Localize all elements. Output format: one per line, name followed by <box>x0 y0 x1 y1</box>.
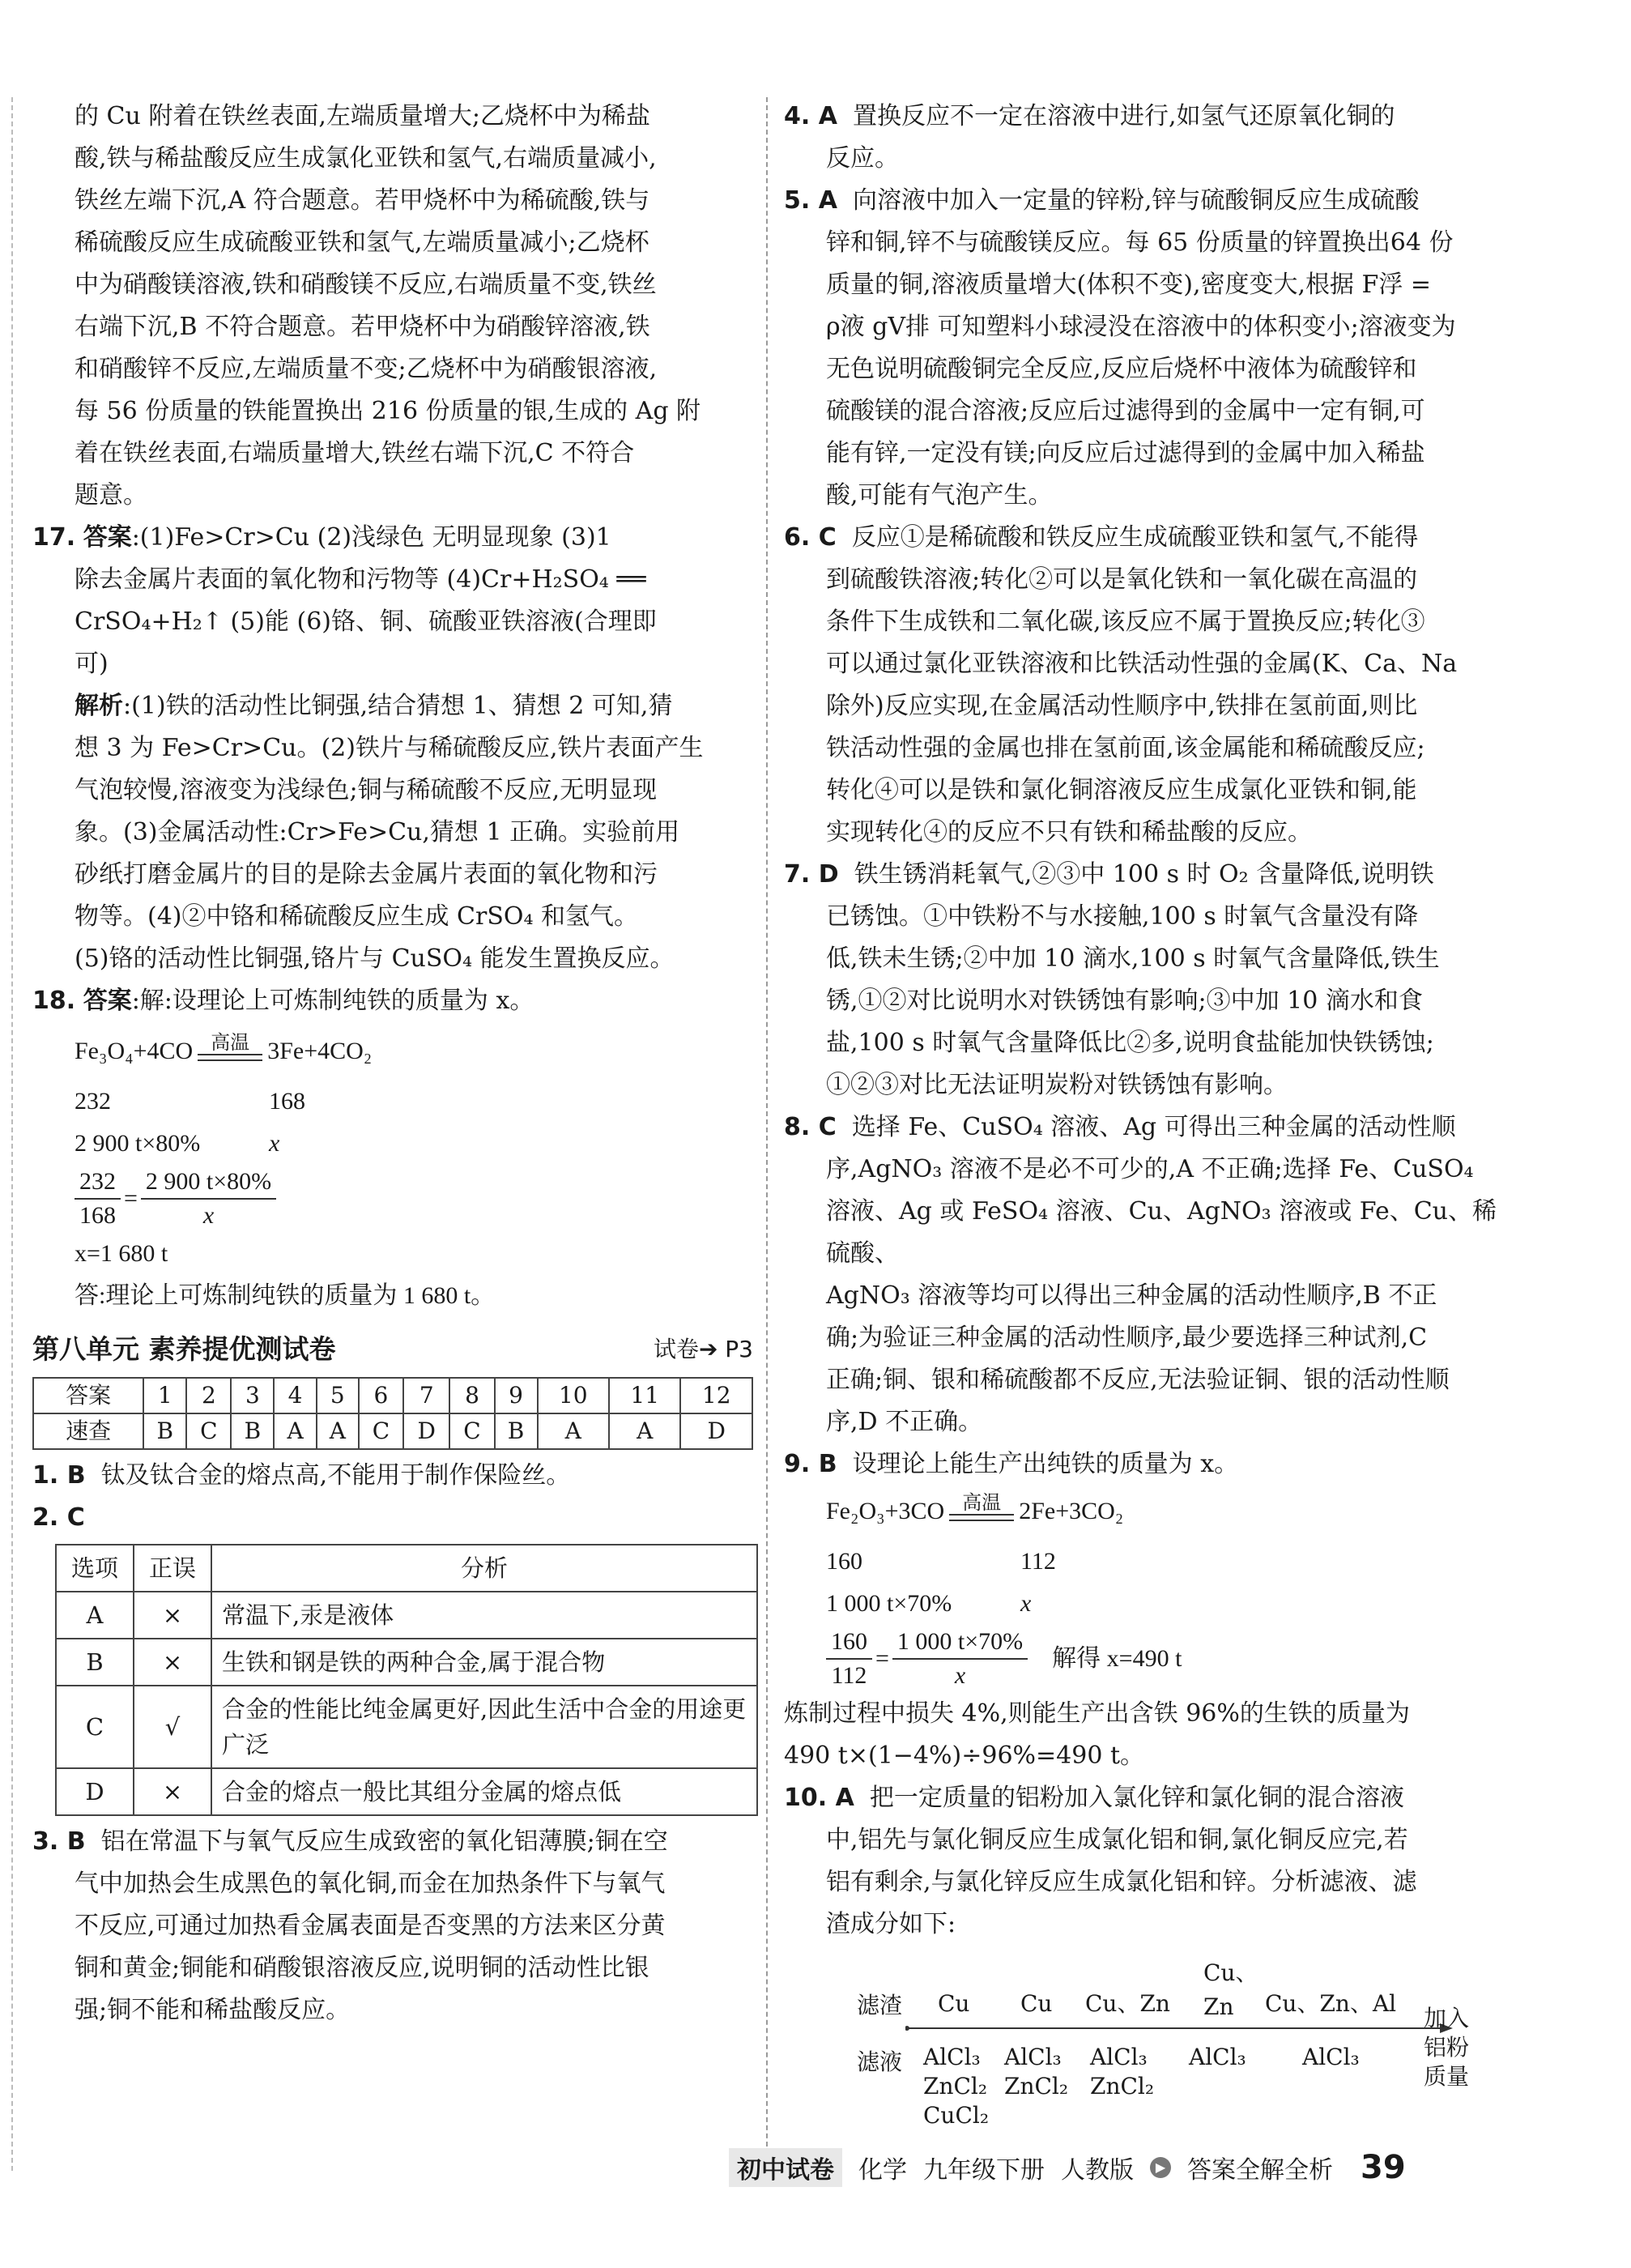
option-cell: B <box>56 1639 134 1686</box>
q17-block <box>32 517 753 980</box>
text-line: 酸,可能有气泡产生。 <box>826 481 1053 509</box>
filtrate-item: AlCl₃ <box>1189 2044 1246 2070</box>
question-number: 6. C <box>784 523 837 552</box>
unit-header <box>32 1328 753 1371</box>
residue-item: Cu、 <box>1203 1959 1258 1986</box>
axis-label: 加入 <box>1424 2005 1470 2031</box>
conclusion: 答:理论上可炼制纯铁的质量为 1 680 t。 <box>75 1282 496 1309</box>
page-footer <box>729 2148 1406 2187</box>
question-no: 10 <box>538 1378 609 1413</box>
question-no: 12 <box>680 1378 752 1413</box>
text-line: 除去金属片表面的氧化物和污物等 (4)Cr+H₂SO₄ ══ <box>75 565 646 594</box>
solution: 解得 x=490 t <box>1052 1645 1182 1672</box>
text-line: 象。(3)金属活动性:Cr>Fe>Cu,猜想 1 正确。实验前用 <box>75 818 680 846</box>
text-line: :(1)Fe>Cr>Cu (2)浅绿色 无明显现象 (3)1 <box>131 523 611 552</box>
text-line: 质量的铜,溶液质量增大(体积不变),密度变大,根据 F浮 = <box>826 271 1432 299</box>
question-number: 8. C <box>784 1113 837 1141</box>
analysis-cell: 生铁和钢是铁的两种合金,属于混合物 <box>211 1639 757 1686</box>
filtrate-item: AlCl₃ <box>1090 2044 1148 2070</box>
table-header: 选项 <box>56 1545 134 1592</box>
q6-block <box>784 517 1497 854</box>
table-row <box>56 1768 757 1815</box>
text-line: 砂纸打磨金属片的目的是除去金属片表面的氧化物和污 <box>75 860 658 889</box>
q5-block <box>784 180 1497 517</box>
page-number: 39 <box>1361 2149 1406 2186</box>
unknown: x <box>269 1130 280 1157</box>
q16-continuation <box>32 96 753 517</box>
answer-key: D <box>680 1413 752 1449</box>
text-line: 转化④可以是铁和氯化铜溶液反应生成氯化亚铁和铜,能 <box>826 776 1417 804</box>
question-number: 2. C <box>32 1503 85 1532</box>
q9-calculation: Fe₂O₃+3CO 高温 2Fe+3CO₂ 160 112 1 000 t×70% x $\frac{160}{112}$ = $\frac{1 000 t\times 70\%}{x}$ 解得 x=490 t <box>784 1490 1497 1693</box>
text-line: AgNO₃ 溶液等均可以得出三种金属的活动性顺序,B 不正 <box>826 1281 1437 1310</box>
q7-block <box>784 854 1497 1106</box>
filtrate-item: CuCl₂ <box>923 2102 990 2129</box>
axis-arrow <box>905 2020 1456 2036</box>
text-line: 酸,铁与稀盐酸反应生成氯化亚铁和氢气,右端质量减小, <box>75 144 657 173</box>
molar-mass: 232 <box>75 1088 111 1115</box>
answer-key: D <box>403 1413 449 1449</box>
text-line: 设理论上能生产出纯铁的质量为 x。 <box>852 1450 1239 1478</box>
right-column <box>784 96 1497 2132</box>
question-number: 3. B <box>32 1827 86 1856</box>
explain-label: 解析 <box>75 692 123 720</box>
ratio-fraction: $\frac{1 000 t\times 70\%}{x}$ <box>892 1626 1028 1692</box>
question-no: 3 <box>231 1378 274 1413</box>
q18-calculation: Fe₃O₄+4CO 高温 3Fe+4CO₂ 232 168 2 900 t×80% x $\frac{232}{168}$ = $\frac{2 900 t\times 80\%}{x}$ x=1 680 t 答:理论上可炼制纯铁的质量为 1 680 t。 <box>32 1030 753 1317</box>
option-cell: A <box>56 1592 134 1639</box>
text-line: 铝在常温下与氧气反应生成致密的氧化铝薄膜;铜在空 <box>100 1827 668 1856</box>
filtrate-item: AlCl₃ <box>1302 2044 1360 2070</box>
text-line: 确;为验证三种金属的活动性顺序,最少要选择三种试剂,C <box>826 1324 1428 1352</box>
brand-label: 初中试卷 <box>729 2148 842 2187</box>
residue-item: Cu、Zn <box>1085 1990 1170 2017</box>
residue-label: 滤渣 <box>857 1992 903 2019</box>
text-line: 序,D 不正确。 <box>826 1408 983 1436</box>
question-no: 8 <box>449 1378 494 1413</box>
text-line: 物等。(4)②中铬和稀硫酸反应生成 CrSO₄ 和氢气。 <box>75 902 639 931</box>
answer-label: 答案 <box>83 523 132 552</box>
residue-item: Cu <box>938 1990 970 2017</box>
text-line: 不反应,可通过加热看金属表面是否变黑的方法来区分黄 <box>75 1912 666 1940</box>
text-line: 题意。 <box>75 481 147 509</box>
molar-mass: 112 <box>1020 1548 1056 1575</box>
text-line: 气中加热会生成黑色的氧化铜,而金在加热条件下与氧气 <box>75 1869 666 1898</box>
text-line: 到硫酸铁溶液;转化②可以是氧化铁和一氧化碳在高温的 <box>826 565 1418 594</box>
reaction-arrow: 高温 <box>949 1493 1014 1533</box>
equation-left: Fe₂O₃+3CO <box>826 1498 945 1524</box>
binding-cut-line <box>11 97 13 2171</box>
residue-filtrate-diagram <box>784 1954 1497 2132</box>
text-line: 着在铁丝表面,右端质量增大,铁丝右端下沉,C 不符合 <box>75 439 635 467</box>
given-mass: 2 900 t×80% <box>75 1130 201 1157</box>
ratio-fraction: $\frac{160}{112}$ <box>826 1626 872 1692</box>
ratio-fraction: $\frac{2 900 t\times 80\%}{x}$ <box>141 1166 276 1232</box>
q9-block <box>784 1443 1497 1777</box>
text-line: 可) <box>75 650 109 678</box>
question-no: 2 <box>186 1378 231 1413</box>
question-number: 1. B <box>32 1461 86 1490</box>
text-line: 强;铜不能和稀盐酸反应。 <box>75 1996 351 2024</box>
table-header: 分析 <box>211 1545 757 1592</box>
option-cell: C <box>56 1686 134 1768</box>
q8-block <box>784 1106 1497 1443</box>
q10-block <box>784 1777 1497 2132</box>
text-line: ①②③对比无法证明炭粉对铁锈蚀有影响。 <box>826 1071 1288 1099</box>
equation-right: 3Fe+4CO₂ <box>267 1038 373 1064</box>
answer-key: A <box>609 1413 680 1449</box>
text-line: 右端下沉,B 不符合题意。若甲烧杯中为硝酸锌溶液,铁 <box>75 313 650 341</box>
text-line: 序,AgNO₃ 溶液不是必不可少的,A 不正确;选择 Fe、CuSO₄ <box>826 1155 1474 1183</box>
question-number: 10. A <box>784 1784 854 1812</box>
text-line: 钛及钛合金的熔点高,不能用于制作保险丝。 <box>100 1461 571 1490</box>
row-label: 速查 <box>33 1413 143 1449</box>
table-row <box>56 1686 757 1768</box>
q18-block <box>32 980 753 1317</box>
text-line: 盐,100 s 时氧气含量降低比②多,说明食盐能加快铁锈蚀; <box>826 1029 1434 1057</box>
text-line: 铝有剩余,与氯化锌反应生成氯化铝和锌。分析滤液、滤 <box>826 1868 1417 1896</box>
text-line: 炼制过程中损失 4%,则能生产出含铁 96%的生铁的质量为 <box>784 1699 1410 1728</box>
axis-label: 质量 <box>1424 2063 1470 2090</box>
text-line: 490 t×(1−4%)÷96%=490 t。 <box>784 1742 1145 1770</box>
table-header: 正误 <box>134 1545 211 1592</box>
mark-cell: × <box>134 1639 211 1686</box>
text-line: 渣成分如下: <box>826 1910 956 1938</box>
text-line: 气泡较慢,溶液变为浅绿色;铜与稀硫酸不反应,无明显现 <box>75 776 658 804</box>
column-divider <box>766 97 768 2171</box>
result: x=1 680 t <box>75 1240 168 1267</box>
answer-key: B <box>495 1413 538 1449</box>
text-line: 已锈蚀。①中铁粉不与水接触,100 s 时氧气含量没有降 <box>826 902 1419 931</box>
text-line: 可以通过氯化亚铁溶液和比铁活动性强的金属(K、Ca、Na <box>826 650 1458 678</box>
text-line: 反应①是稀硫酸和铁反应生成硫酸亚铁和氢气,不能得 <box>851 523 1419 552</box>
residue-item: Zn <box>1203 1993 1234 2020</box>
text-line: 中,铝先与氯化铜反应生成氯化铝和铜,氯化铜反应完,若 <box>826 1826 1408 1854</box>
text-line: 正确;铜、银和稀硫酸都不反应,无法验证铜、银的活动性顺 <box>826 1366 1450 1394</box>
text-line: 铜和黄金;铜能和硝酸银溶液反应,说明铜的活动性比银 <box>75 1954 649 1982</box>
answer-key: C <box>186 1413 231 1449</box>
filtrate-item: ZnCl₂ <box>1004 2073 1069 2100</box>
text-line: 每 56 份质量的铁能置换出 216 份质量的银,生成的 Ag 附 <box>75 397 701 425</box>
text-line: 铁生锈消耗氧气,②③中 100 s 时 O₂ 含量降低,说明铁 <box>854 860 1434 889</box>
filtrate-label: 滤液 <box>857 2048 903 2075</box>
answer-key: C <box>449 1413 494 1449</box>
q4-block <box>784 96 1497 180</box>
text-line: 向溶液中加入一定量的锌粉,锌与硫酸铜反应生成硫酸 <box>853 186 1420 215</box>
filtrate-item: AlCl₃ <box>1004 2044 1062 2070</box>
answer-key: A <box>538 1413 609 1449</box>
molar-mass: 160 <box>826 1548 862 1575</box>
question-no: 6 <box>359 1378 403 1413</box>
text-line: (5)铬的活动性比铜强,铬片与 CuSO₄ 能发生置换反应。 <box>75 944 675 973</box>
question-no: 4 <box>274 1378 316 1413</box>
answer-key: A <box>274 1413 316 1449</box>
answer-quick-table <box>32 1377 753 1450</box>
text-line: ρ液 gV排 可知塑料小球浸没在溶液中的体积变小;溶液变为 <box>826 313 1456 341</box>
grade: 九年级下册 <box>923 2156 1045 2185</box>
answer-key: B <box>231 1413 274 1449</box>
play-icon: ▶ <box>1150 2157 1171 2178</box>
text-line: 无色说明硫酸铜完全反应,反应后烧杯中液体为硫酸锌和 <box>826 355 1417 383</box>
text-line: 锈,①②对比说明水对铁锈蚀有影响;③中加 10 滴水和食 <box>826 987 1423 1015</box>
text-line: 铁活动性强的金属也排在氢前面,该金属能和稀硫酸反应; <box>826 734 1425 762</box>
table-row <box>56 1592 757 1639</box>
axis-label: 铝粉 <box>1424 2034 1470 2061</box>
text-line: 和硝酸锌不反应,左端质量不变;乙烧杯中为硝酸银溶液, <box>75 355 658 383</box>
question-no: 5 <box>317 1378 359 1413</box>
table-row <box>56 1639 757 1686</box>
text-line: 想 3 为 Fe>Cr>Cu。(2)铁片与稀硫酸反应,铁片表面产生 <box>75 734 704 762</box>
filtrate-item: AlCl₃ <box>923 2044 981 2070</box>
subject: 化学 <box>858 2156 907 2185</box>
text-line: 实现转化④的反应不只有铁和稀盐酸的反应。 <box>826 818 1312 846</box>
answer-key: C <box>359 1413 403 1449</box>
mark-cell: × <box>134 1592 211 1639</box>
text-line: 把一定质量的铝粉加入氯化锌和氯化铜的混合溶液 <box>869 1784 1404 1812</box>
paper-page-ref: 试卷➔ P3 <box>653 1336 753 1362</box>
question-number: 17. <box>32 523 76 552</box>
text-line: 低,铁未生锈;②中加 10 滴水,100 s 时氧气含量降低,铁生 <box>826 944 1440 973</box>
question-no: 1 <box>143 1378 186 1413</box>
series-title: 答案全解全析 <box>1187 2156 1333 2185</box>
question-number: 4. A <box>784 102 837 130</box>
question-no: 7 <box>403 1378 449 1413</box>
text-line: 的 Cu 附着在铁丝表面,左端质量增大;乙烧杯中为稀盐 <box>75 102 650 130</box>
left-column <box>32 96 753 2031</box>
text-line: :(1)铁的活动性比铜强,结合猜想 1、猜想 2 可知,猜 <box>123 692 673 720</box>
answer-key: B <box>143 1413 186 1449</box>
analysis-cell: 合金的性能比纯金属更好,因此生活中合金的用途更广泛 <box>211 1686 757 1768</box>
filtrate-item: ZnCl₂ <box>923 2073 988 2100</box>
text-line: 选择 Fe、CuSO₄ 溶液、Ag 可得出三种金属的活动性顺 <box>851 1113 1456 1141</box>
unit-title: 第八单元 素养提优测试卷 <box>32 1333 336 1365</box>
text-line: 硫酸镁的混合溶液;反应后过滤得到的金属中一定有铜,可 <box>826 397 1425 425</box>
filtrate-item: ZnCl₂ <box>1090 2073 1155 2100</box>
question-number: 9. B <box>784 1450 837 1478</box>
question-number: 5. A <box>784 186 837 215</box>
text-line: CrSO₄+H₂↑ (5)能 (6)铬、铜、硫酸亚铁溶液(合理即 <box>75 608 657 636</box>
text-line: 锌和铜,锌不与硫酸镁反应。每 65 份质量的锌置换出64 份 <box>826 228 1454 257</box>
answer-key: A <box>317 1413 359 1449</box>
option-analysis-table <box>55 1544 758 1816</box>
text-line: 溶液、Ag 或 FeSO₄ 溶液、Cu、AgNO₃ 溶液或 Fe、Cu、稀硫酸、 <box>826 1197 1497 1268</box>
edition: 人教版 <box>1061 2156 1134 2185</box>
text-line: 稀硫酸反应生成硫酸亚铁和氢气,左端质量减小;乙烧杯 <box>75 228 649 257</box>
analysis-cell: 合金的熔点一般比其组分金属的熔点低 <box>211 1768 757 1815</box>
equation-left: Fe₃O₄+4CO <box>75 1038 194 1064</box>
answer-label: 答案 <box>83 987 132 1015</box>
question-number: 18. <box>32 987 76 1015</box>
unknown: x <box>1020 1590 1032 1617</box>
text-line: 能有锌,一定没有镁;向反应后过滤得到的金属中加入稀盐 <box>826 439 1425 467</box>
text-line: 反应。 <box>826 144 899 173</box>
ratio-fraction: $\frac{232}{168}$ <box>75 1166 121 1232</box>
residue-item: Cu、Zn、Al <box>1265 1990 1397 2017</box>
question-no: 9 <box>495 1378 538 1413</box>
text-line: 除外)反应实现,在金属活动性顺序中,铁排在氢前面,则比 <box>826 692 1418 720</box>
analysis-cell: 常温下,汞是液体 <box>211 1592 757 1639</box>
option-cell: D <box>56 1768 134 1815</box>
q3-block <box>32 1821 753 2031</box>
given-mass: 1 000 t×70% <box>826 1590 952 1617</box>
text-line: :解:设理论上可炼制纯铁的质量为 x。 <box>131 987 534 1015</box>
mark-cell: √ <box>134 1686 211 1768</box>
molar-mass: 168 <box>269 1088 305 1115</box>
text-line: 条件下生成铁和二氧化碳,该反应不属于置换反应;转化③ <box>826 608 1425 636</box>
text-line: 置换反应不一定在溶液中进行,如氢气还原氧化铜的 <box>853 102 1395 130</box>
text-line: 铁丝左端下沉,A 符合题意。若甲烧杯中为稀硫酸,铁与 <box>75 186 650 215</box>
question-no: 11 <box>609 1378 680 1413</box>
mark-cell: × <box>134 1768 211 1815</box>
question-number: 7. D <box>784 860 839 889</box>
reaction-arrow: 高温 <box>198 1033 262 1072</box>
equation-right: 2Fe+3CO₂ <box>1019 1498 1124 1524</box>
row-label: 答案 <box>33 1378 143 1413</box>
residue-item: Cu <box>1020 1990 1053 2017</box>
text-line: 中为硝酸镁溶液,铁和硝酸镁不反应,右端质量不变,铁丝 <box>75 271 657 299</box>
